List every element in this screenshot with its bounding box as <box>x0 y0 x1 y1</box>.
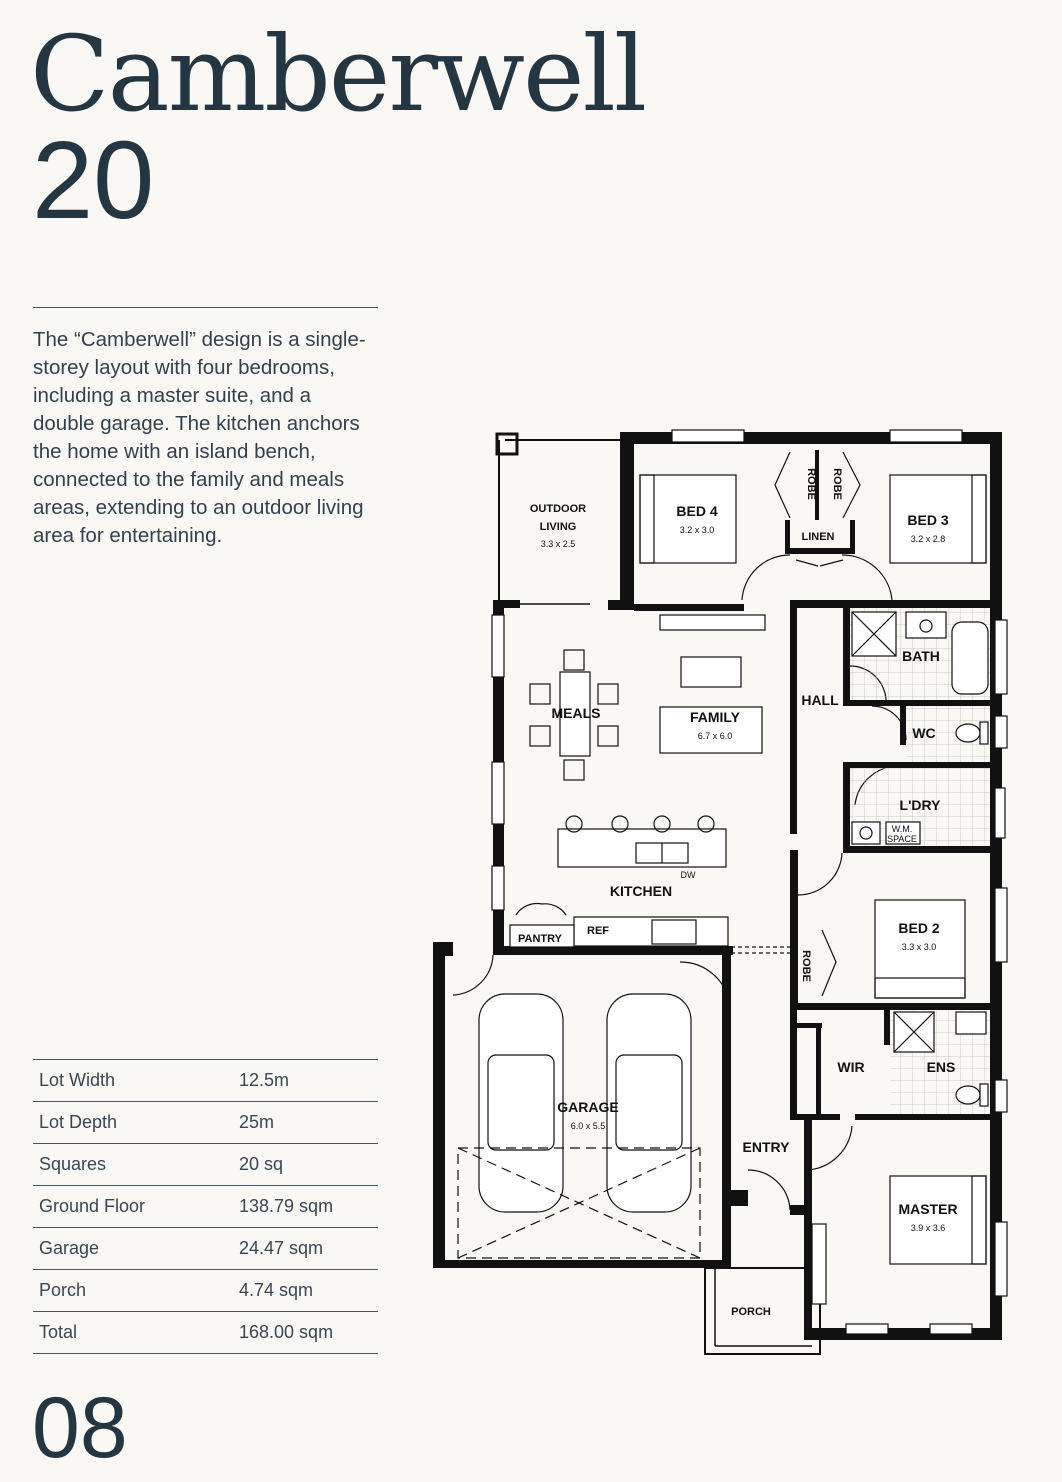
wir-label: WIR <box>837 1059 865 1075</box>
bed3-label: BED 3 <box>907 512 949 528</box>
porch-label: PORCH <box>731 1306 771 1318</box>
spec-value: 4.74 sqm <box>233 1270 378 1312</box>
outdoor-living-label: OUTDOOR <box>529 503 587 515</box>
wm-space-label-2: SPACE <box>887 834 917 844</box>
page-title: Camberwell <box>30 13 646 135</box>
spec-value: 12.5m <box>233 1060 378 1102</box>
garage-label: GARAGE <box>557 1099 619 1115</box>
master-label: MASTER <box>898 1201 958 1217</box>
design-description: The “Camberwell” design is a single-storey layout with four bedrooms, including a master suite, and a double garage. The kitchen anchors the home with an island bench, connected to the family and meals areas, extending to an outdoor living area for entertaining. <box>33 328 366 547</box>
house-size: 20 <box>32 119 155 242</box>
spec-label: Ground Floor <box>33 1186 233 1228</box>
fridge-label: REF <box>587 925 609 937</box>
linen-label: LINEN <box>801 531 835 543</box>
kitchen-label: KITCHEN <box>609 883 673 899</box>
spec-label: Squares <box>33 1144 233 1186</box>
spec-value: 20 sq <box>233 1144 378 1186</box>
spec-value: 168.00 sqm <box>233 1312 378 1354</box>
garage-dims: 6.0 x 5.5 <box>570 1121 606 1131</box>
bed4-dims: 3.2 x 3.0 <box>679 525 715 535</box>
wm-space-label: W.M. <box>891 824 913 834</box>
pantry-label: PANTRY <box>518 933 562 945</box>
spec-label: Total <box>33 1312 233 1354</box>
ensuite-label: ENS <box>926 1059 956 1075</box>
spec-label: Lot Depth <box>33 1102 233 1144</box>
robe-label-1: ROBE <box>805 468 817 500</box>
outdoor-living-dims: 3.3 x 2.5 <box>540 539 576 549</box>
master-dims: 3.9 x 3.6 <box>910 1223 946 1233</box>
bed3-dims: 3.2 x 2.8 <box>910 534 946 544</box>
spec-value: 24.47 sqm <box>233 1228 378 1270</box>
spec-label: Lot Width <box>33 1060 233 1102</box>
family-dims: 6.7 x 6.0 <box>697 731 733 741</box>
bed4-label: BED 4 <box>676 503 718 519</box>
dishwasher-label: DW <box>680 870 696 880</box>
robe-label-3: ROBE <box>800 950 812 982</box>
laundry-label: L'DRY <box>899 797 941 813</box>
bed2-label: BED 2 <box>898 920 940 936</box>
spec-value: 25m <box>233 1102 378 1144</box>
bed2-dims: 3.3 x 3.0 <box>901 942 937 952</box>
page-number: 08 <box>32 1380 128 1476</box>
spec-value: 138.79 sqm <box>233 1186 378 1228</box>
wc-label: WC <box>912 725 936 741</box>
spec-label: Garage <box>33 1228 233 1270</box>
family-label: FAMILY <box>689 709 741 725</box>
hall-label: HALL <box>801 692 839 708</box>
robe-label-2: ROBE <box>831 468 843 500</box>
outdoor-living-area <box>497 434 620 604</box>
meals-label: MEALS <box>551 705 601 721</box>
entry-label: ENTRY <box>742 1139 790 1155</box>
bath-label: BATH <box>902 648 940 664</box>
outdoor-living-label-2: LIVING <box>539 521 577 533</box>
spec-label: Porch <box>33 1270 233 1312</box>
